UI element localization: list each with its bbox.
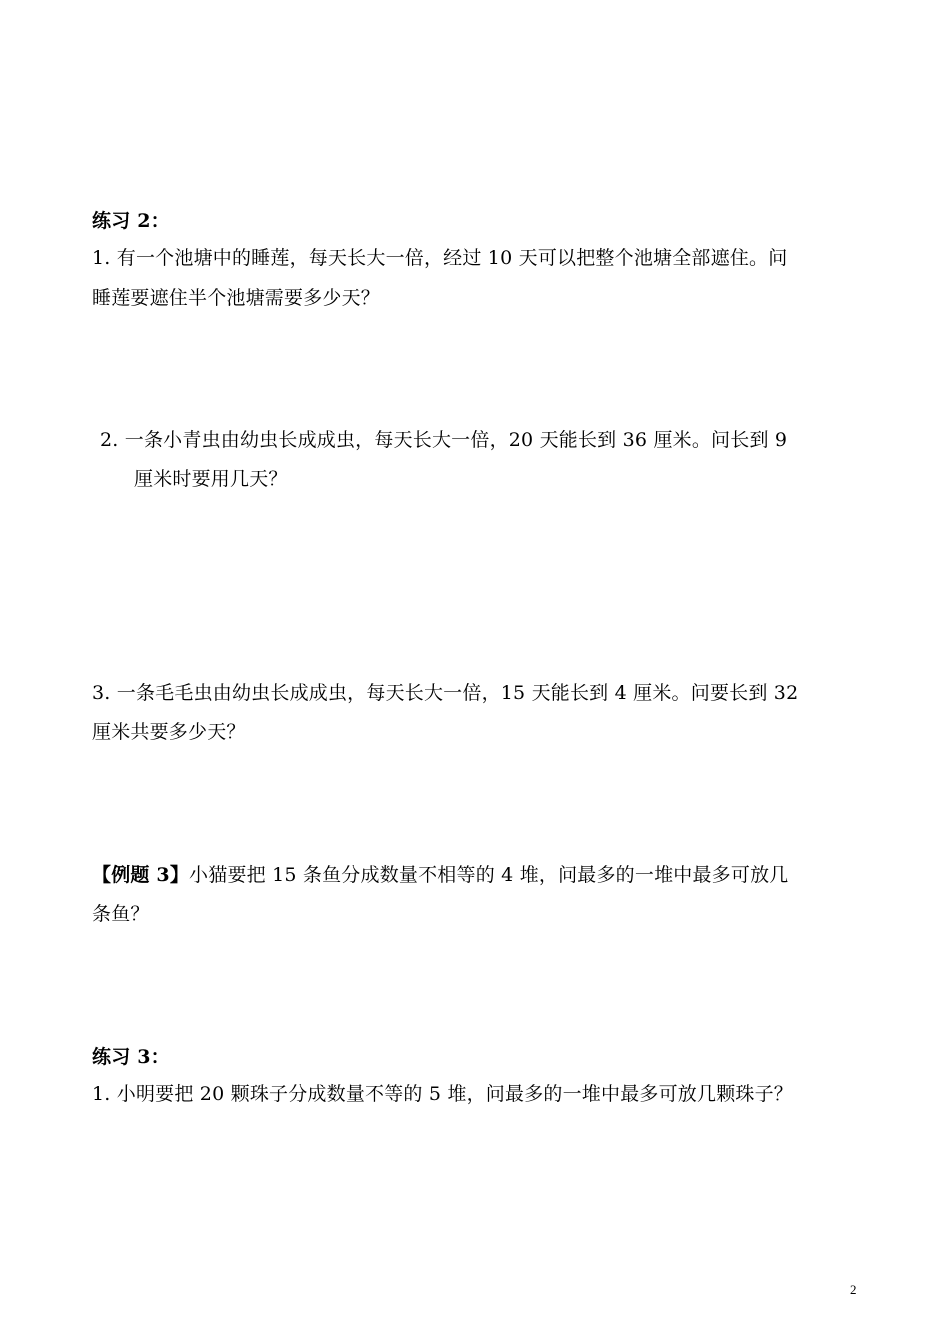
page-number: 2 — [850, 1282, 857, 1297]
example-3-line-1 — [92, 862, 788, 888]
example-3-text: 小猫要把 15 条鱼分成数量不相等的 4 堆，问最多的一堆中最多可放几 — [189, 864, 789, 886]
practice-3-question-1-line-1: 1. 小明要把 20 颗珠子分成数量不等的 5 堆，问最多的一堆中最多可放几颗珠子？ — [92, 1083, 793, 1105]
practice-2-question-2-line-2: 厘米时要用几天？ — [134, 468, 288, 490]
practice-2-question-3-line-2: 厘米共要多少天？ — [92, 721, 246, 743]
practice-2-heading: 练习 2： — [92, 210, 170, 232]
practice-2-question-3-line-1: 3. 一条毛毛虫由幼虫长成成虫，每天长大一倍，15 天能长到 4 厘米。问要长到 32 — [92, 682, 799, 704]
practice-3-heading: 练习 3： — [92, 1046, 170, 1068]
practice-2-question-1-line-1: 1. 有一个池塘中的睡莲，每天长大一倍，经过 10 天可以把整个池塘全部遮住。问 — [92, 247, 788, 269]
practice-2-question-1-line-2: 睡莲要遮住半个池塘需要多少天？ — [92, 287, 381, 309]
example-3-label: 【例题 3】 — [92, 864, 190, 886]
example-3-line-2: 条鱼？ — [92, 903, 150, 925]
practice-2-question-2-line-1: 2. 一条小青虫由幼虫长成成虫，每天长大一倍，20 天能长到 36 厘米。问长到 9 — [100, 429, 788, 451]
